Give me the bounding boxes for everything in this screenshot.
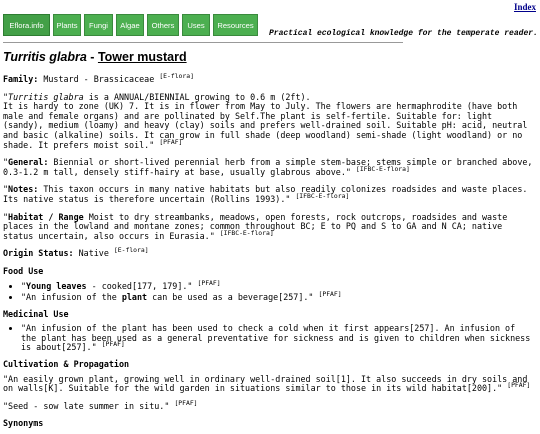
- index-link[interactable]: Index: [513, 2, 536, 12]
- main-content: [3, 50, 533, 434]
- notes-paragraph: [3, 185, 533, 204]
- seed-paragraph: [3, 399, 533, 412]
- food-use-list: [3, 278, 533, 303]
- food-item-text: - cooked[177, 179].": [86, 280, 198, 291]
- tab-others[interactable]: Others: [147, 14, 179, 36]
- general-ref[interactable]: [IFBC-E-flora]: [355, 164, 410, 173]
- medicinal-use-heading: Medicinal Use: [3, 308, 69, 319]
- tab-eflora-home[interactable]: Eflora.info: [3, 14, 50, 36]
- family-label: Family:: [3, 74, 39, 84]
- top-navigation: [3, 14, 261, 36]
- species-latin-name: Turritis glabra: [3, 50, 87, 64]
- tab-plants[interactable]: Plants: [53, 14, 81, 36]
- tab-fungi[interactable]: Fungi: [84, 14, 113, 36]
- description-open-quote: ": [3, 91, 9, 102]
- food-item-pre: "An infusion of the: [21, 292, 122, 303]
- origin-status-line: [3, 246, 533, 259]
- list-item: [21, 324, 533, 353]
- tab-resources[interactable]: Resources: [213, 14, 258, 36]
- description-latin: Turritis glabra: [8, 91, 84, 102]
- seed-text: "Seed - sow late summer in situ.": [3, 400, 175, 411]
- notes-text: This taxon occurs in many native habitats but also readily colonizes roadsides and waste places. Its native status is therefore uncertain (Rollins 1993).": [3, 184, 528, 204]
- species-common-name-link[interactable]: Tower mustard: [97, 50, 187, 64]
- family-line: [3, 72, 533, 85]
- habitat-paragraph: [3, 213, 533, 242]
- medicinal-use-list: [3, 324, 533, 353]
- header-divider: [3, 42, 403, 43]
- family-ref[interactable]: [E-flora]: [159, 72, 194, 81]
- list-item: [21, 278, 533, 292]
- seed-ref[interactable]: [PFAF]: [174, 399, 198, 408]
- origin-label: Origin Status:: [3, 248, 74, 259]
- general-label: General:: [8, 157, 49, 168]
- description-paragraph: [3, 93, 533, 151]
- general-open-quote: ": [3, 157, 9, 168]
- list-item: [21, 290, 533, 303]
- food-item-bold: Young leaves: [26, 280, 87, 291]
- food-item-bold: plant: [121, 292, 148, 303]
- cultivation-heading: Cultivation & Propagation: [3, 359, 130, 370]
- page-title: [3, 50, 533, 65]
- notes-label: Notes:: [8, 184, 39, 195]
- tab-algae[interactable]: Algae: [116, 14, 144, 36]
- site-tagline: Practical ecological knowledge for the temperate reader.: [269, 29, 538, 38]
- food-item-ref[interactable]: [PFAF]: [318, 290, 342, 299]
- general-text: Biennial or short-lived perennial herb from a simple stem-base; stems simple or branched above, 0.3-1.2 m tall, densely stiff-hairy at base, usually glabrous above.": [3, 157, 533, 177]
- cultivation-paragraph: [3, 375, 533, 394]
- medicinal-item-ref[interactable]: [PFAF]: [101, 340, 125, 349]
- food-use-heading: Food Use: [3, 265, 44, 276]
- family-value: Mustard - Brassicaceae: [38, 74, 160, 84]
- habitat-open-quote: ": [3, 211, 9, 222]
- title-separator: -: [86, 50, 98, 64]
- origin-ref[interactable]: [E-flora]: [113, 246, 149, 255]
- food-item-open-quote: ": [21, 280, 27, 291]
- description-ref[interactable]: [PFAF]: [159, 137, 183, 146]
- food-item-text: can be used as a beverage[257].": [147, 292, 319, 303]
- habitat-ref[interactable]: [IFBC-E-flora]: [219, 228, 274, 237]
- description-body: It is hardy to zone (UK) 7. It is in flower from May to July. The flowers are hermaphrodite (have both male and female organs) and are pollinated by Self.The plant is self-fertile. Suitable for: light (sandy), medium (loamy) and heavy (clay) soils and prefers well-drained soil. Suitable pH: acid, neutral and basic (alkaline) soils. It can grow in full shade (deep woodland) semi-shade (light woodland) or no shade. It prefers moist soil.": [3, 101, 528, 150]
- cultivation-ref[interactable]: [PFAF]: [507, 381, 531, 390]
- general-paragraph: [3, 158, 533, 177]
- tab-uses[interactable]: Uses: [182, 14, 210, 36]
- notes-open-quote: ": [3, 184, 9, 195]
- habitat-text: Moist to dry streambanks, meadows, open forests, rock outcrops, roadsides and waste places in the lowland and montane zones; common throughout BC; E to PQ and S to GA and N CA; native status uncertain, also occurs in Eurasia.": [3, 211, 508, 241]
- origin-value: Native: [73, 248, 114, 259]
- food-item-ref[interactable]: [PFAF]: [197, 278, 221, 287]
- description-line1: is a ANNUAL/BIENNIAL growing to 0.6 m (2ft).: [83, 91, 311, 102]
- medicinal-item-text: "An infusion of the plant has been used to check a cold when it first appears[257]. An infusion of the plant has been used as a general preventative for sickness and is given to children when sickness is about[257].": [21, 323, 531, 353]
- cultivation-text: "An easily grown plant, growing well in ordinary well-drained soil[1]. It also succeeds in dry soils and on walls[K]. Suitable for the wild garden in situations similar to those in its wild habitat[200].": [3, 373, 528, 394]
- habitat-label: Habitat / Range: [8, 211, 84, 222]
- synonyms-heading: Synonyms: [3, 418, 44, 429]
- notes-ref[interactable]: [IFBC-E-flora]: [295, 192, 350, 201]
